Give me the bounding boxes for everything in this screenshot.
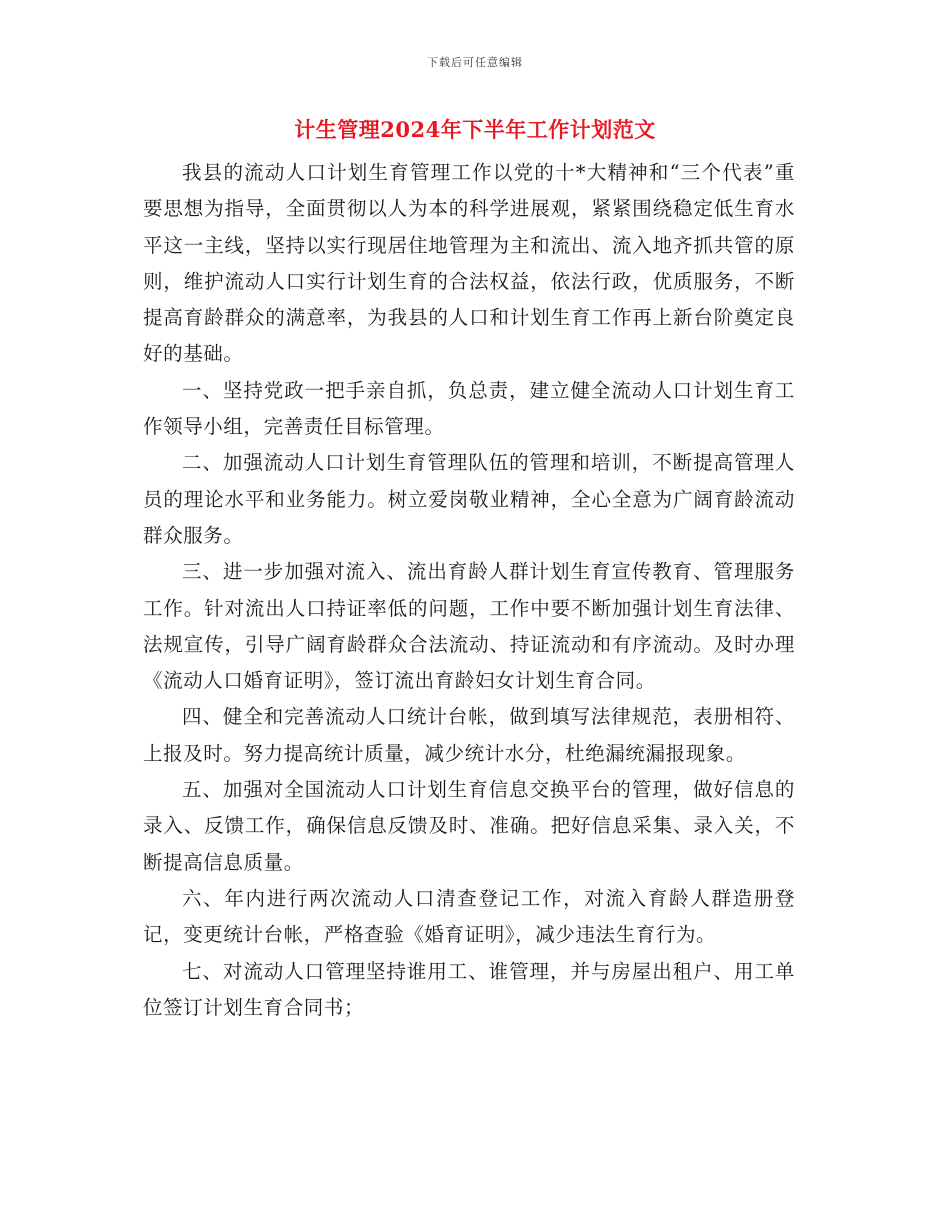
document-body <box>143 155 795 1026</box>
paragraph-item-3: 三、进一步加强对流入、流出育龄人群计划生育宣传教育、管理服务工作。针对流出人口持证率低的问题，工作中要不断加强计划生育法律、法规宣传，引导广阔育龄群众合法流动、持证流动和有序流动。及时办理《流动人口婚育证明》，签订流出育龄妇女计划生育合同。 <box>143 560 795 693</box>
document-title: 计生管理2024年下半年工作计划范文 <box>294 117 656 142</box>
paragraph-intro: 我县的流动人口计划生育管理工作以党的十*大精神和“三个代表”重要思想为指导，全面贯彻以人为本的科学进展观，紧紧围绕稳定低生育水平这一主线，坚持以实行现居住地管理为主和流出、流入地齐抓共管的原则，维护流动人口实行计划生育的合法权益，依法行政，优质服务，不断提高育龄群众的满意率，为我县的人口和计划生育工作再上新台阶奠定良好的基础。 <box>143 161 795 366</box>
paragraph-item-1: 一、坚持党政一把手亲自抓，负总责，建立健全流动人口计划生育工作领导小组，完善责任目标管理。 <box>143 378 795 439</box>
paragraph-item-7: 七、对流动人口管理坚持谁用工、谁管理，并与房屋出租户、用工单位签订计划生育合同书； <box>143 959 795 1019</box>
paragraph-item-6: 六、年内进行两次流动人口清查登记工作，对流入育龄人群造册登记，变更统计台帐，严格查验《婚育证明》，减少违法生育行为。 <box>143 886 795 947</box>
header-note: 下载后可任意编辑 <box>427 56 523 69</box>
paragraph-item-2: 二、加强流动人口计划生育管理队伍的管理和培训，不断提高管理人员的理论水平和业务能力。树立爱岗敬业精神，全心全意为广阔育龄流动群众服务。 <box>143 451 795 547</box>
paragraph-item-4: 四、健全和完善流动人口统计台帐，做到填写法律规范，表册相符、上报及时。努力提高统计质量，减少统计水分，杜绝漏统漏报现象。 <box>143 705 795 765</box>
paragraph-item-5: 五、加强对全国流动人口计划生育信息交换平台的管理，做好信息的录入、反馈工作，确保信息反馈及时、准确。把好信息采集、录入关，不断提高信息质量。 <box>143 778 795 874</box>
